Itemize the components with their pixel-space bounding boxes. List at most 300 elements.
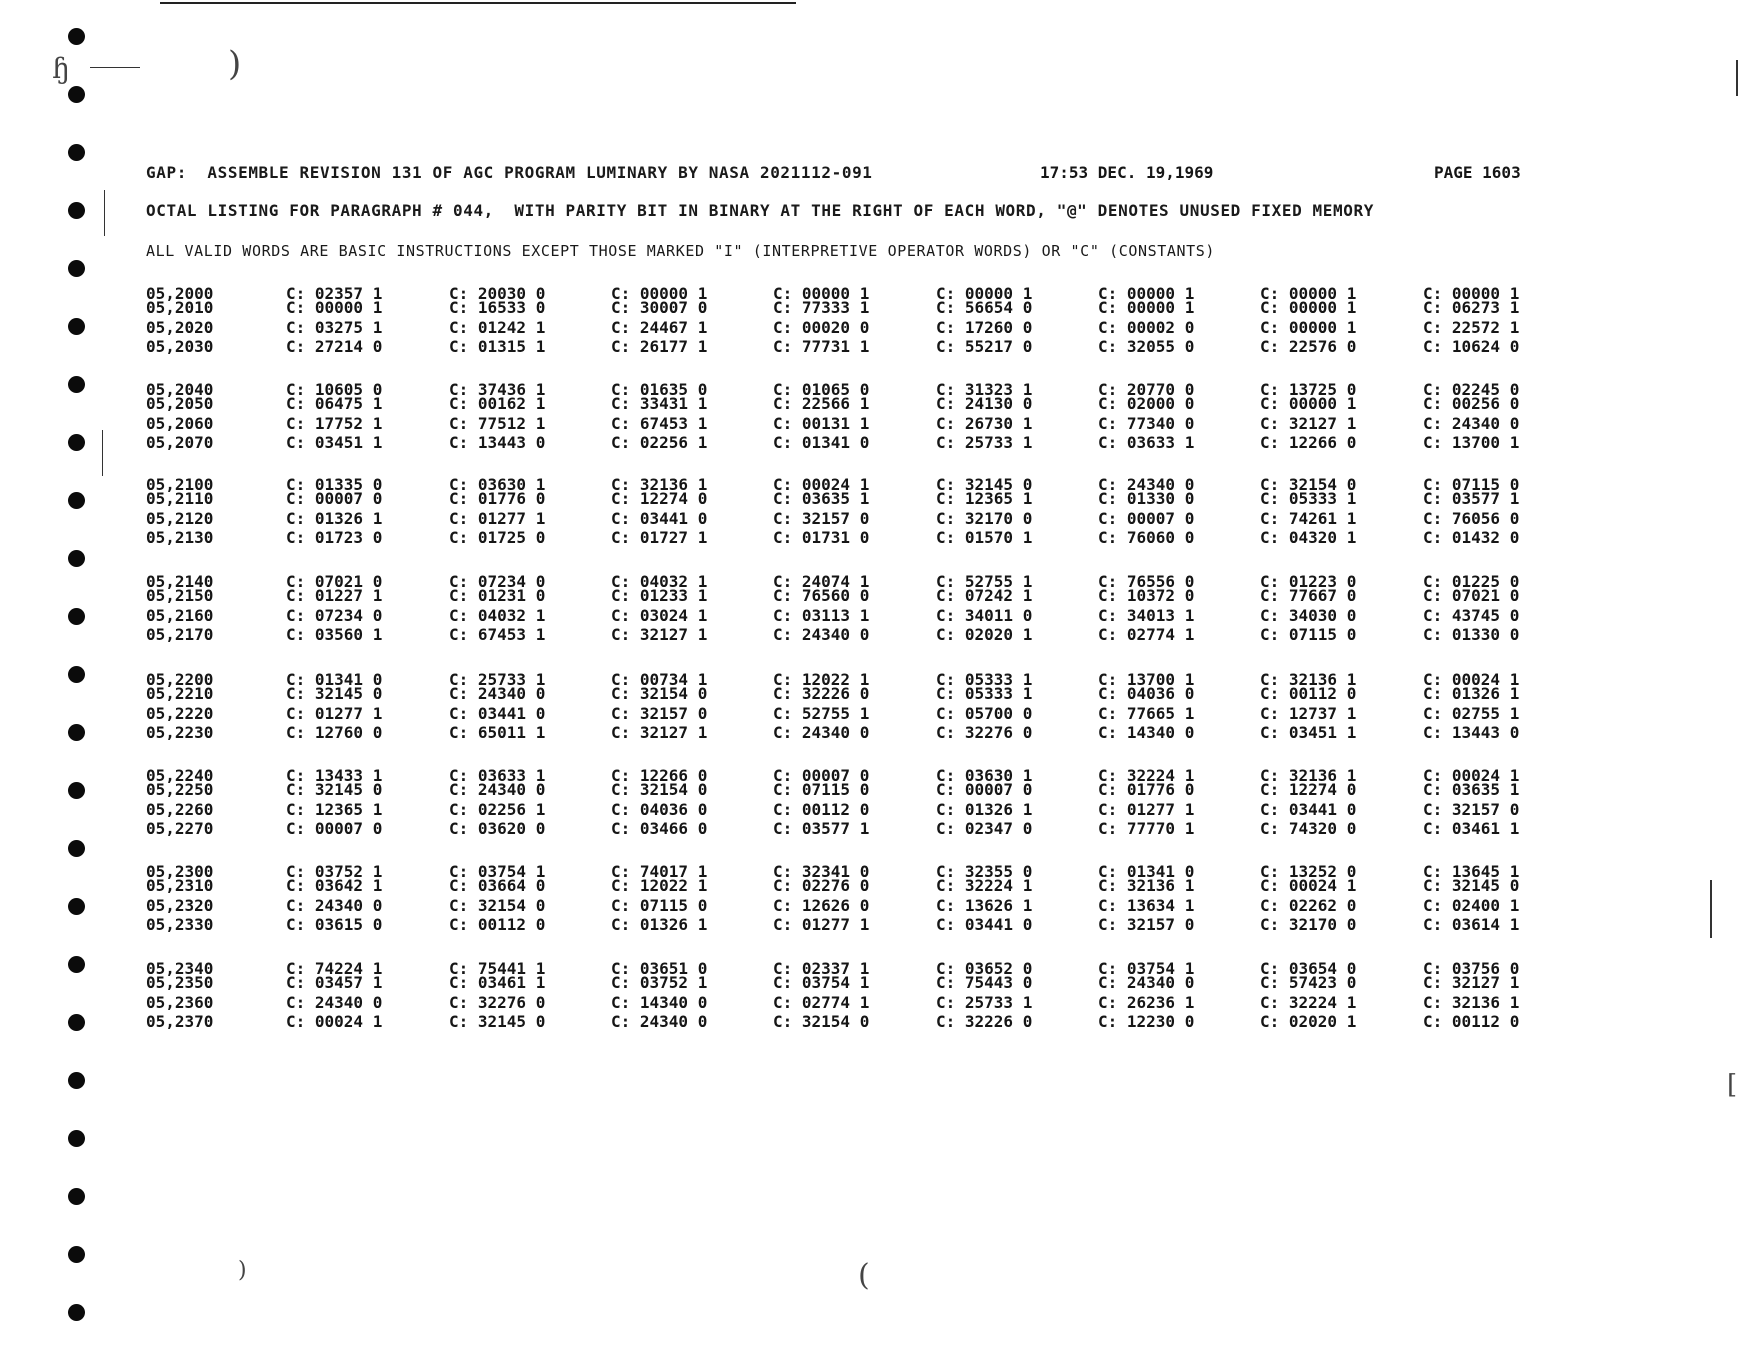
- octal-word: C: 22572 1: [1423, 318, 1520, 337]
- octal-word: C: 32157 0: [1098, 915, 1195, 934]
- octal-word: C: 34013 1: [1098, 606, 1195, 625]
- octal-word: C: 32157 0: [611, 704, 708, 723]
- octal-word: C: 00162 1: [449, 394, 546, 413]
- octal-word: C: 03630 1: [449, 475, 546, 494]
- punch-hole: [68, 86, 85, 103]
- octal-word: C: 03451 1: [1260, 723, 1357, 742]
- octal-word: C: 75443 0: [936, 973, 1033, 992]
- punch-hole: [68, 1072, 85, 1089]
- row-address: 05,2340: [146, 959, 214, 978]
- octal-word: C: 32170 0: [1260, 915, 1357, 934]
- octal-word: C: 00002 0: [1098, 318, 1195, 337]
- octal-word: C: 00000 1: [1260, 298, 1357, 317]
- punch-hole: [68, 318, 85, 335]
- punch-hole: [68, 1246, 85, 1263]
- margin-scribble: (: [858, 1258, 870, 1293]
- punch-hole: [68, 434, 85, 451]
- octal-word: C: 03620 0: [449, 819, 546, 838]
- octal-word: C: 25733 1: [936, 993, 1033, 1012]
- octal-word: C: 13700 1: [1098, 670, 1195, 689]
- punch-hole: [68, 376, 85, 393]
- octal-word: C: 02774 1: [1098, 625, 1195, 644]
- octal-word: C: 14340 0: [611, 993, 708, 1012]
- octal-word: C: 07115 0: [773, 780, 870, 799]
- octal-word: C: 07234 0: [449, 572, 546, 591]
- octal-word: C: 02256 1: [611, 433, 708, 452]
- octal-word: C: 03275 1: [286, 318, 383, 337]
- row-address: 05,2210: [146, 684, 214, 703]
- octal-word: C: 13433 1: [286, 766, 383, 785]
- octal-word: C: 13443 0: [1423, 723, 1520, 742]
- octal-word: C: 77731 1: [773, 337, 870, 356]
- listing-note: ALL VALID WORDS ARE BASIC INSTRUCTIONS EXCEPT THOSE MARKED "I" (INTERPRETIVE OPERATOR WORDS) OR "C" (CONSTANTS): [146, 242, 1216, 260]
- octal-word: C: 00112 0: [773, 800, 870, 819]
- octal-word: C: 33431 1: [611, 394, 708, 413]
- row-address: 05,2320: [146, 896, 214, 915]
- octal-word: C: 32145 0: [1423, 876, 1520, 895]
- octal-word: C: 03577 1: [1423, 489, 1520, 508]
- octal-word: C: 00112 0: [1423, 1012, 1520, 1031]
- octal-word: C: 00007 0: [1098, 509, 1195, 528]
- octal-word: C: 02000 0: [1098, 394, 1195, 413]
- octal-word: C: 22576 0: [1260, 337, 1357, 356]
- octal-word: C: 32136 1: [1423, 993, 1520, 1012]
- octal-word: C: 01223 0: [1260, 572, 1357, 591]
- top-rule: [160, 2, 796, 4]
- octal-word: C: 00000 1: [1098, 284, 1195, 303]
- punch-hole: [68, 144, 85, 161]
- octal-word: C: 24340 0: [1423, 414, 1520, 433]
- octal-word: C: 00000 1: [773, 284, 870, 303]
- octal-word: C: 00112 0: [1260, 684, 1357, 703]
- punch-hole: [68, 28, 85, 45]
- octal-word: C: 24340 0: [286, 993, 383, 1012]
- octal-word: C: 12737 1: [1260, 704, 1357, 723]
- octal-word: C: 32276 0: [449, 993, 546, 1012]
- octal-word: C: 32154 0: [1260, 475, 1357, 494]
- octal-word: C: 02020 1: [1260, 1012, 1357, 1031]
- octal-word: C: 67453 1: [449, 625, 546, 644]
- octal-word: C: 32136 1: [1260, 670, 1357, 689]
- margin-mark: [1710, 880, 1712, 938]
- octal-word: C: 17260 0: [936, 318, 1033, 337]
- octal-word: C: 05333 1: [936, 684, 1033, 703]
- octal-word: C: 01570 1: [936, 528, 1033, 547]
- octal-word: C: 32224 1: [1260, 993, 1357, 1012]
- row-address: 05,2230: [146, 723, 214, 742]
- octal-word: C: 77667 0: [1260, 586, 1357, 605]
- octal-word: C: 01242 1: [449, 318, 546, 337]
- octal-word: C: 10372 0: [1098, 586, 1195, 605]
- octal-word: C: 12266 0: [611, 766, 708, 785]
- octal-word: C: 03451 1: [286, 433, 383, 452]
- margin-scribble: [: [1727, 1070, 1738, 1100]
- octal-word: C: 03664 0: [449, 876, 546, 895]
- octal-word: C: 00024 1: [1423, 766, 1520, 785]
- octal-word: C: 32154 0: [449, 896, 546, 915]
- octal-word: C: 03752 1: [286, 862, 383, 881]
- row-address: 05,2060: [146, 414, 214, 433]
- octal-word: C: 52755 1: [773, 704, 870, 723]
- octal-word: C: 30007 0: [611, 298, 708, 317]
- octal-word: C: 07242 1: [936, 586, 1033, 605]
- listing-subtitle: OCTAL LISTING FOR PARAGRAPH # 044, WITH PARITY BIT IN BINARY AT THE RIGHT OF EACH WORD, "@" DENOTES UNUSED FIXED MEMORY: [146, 201, 1374, 220]
- octal-word: C: 77333 1: [773, 298, 870, 317]
- octal-word: C: 07115 0: [611, 896, 708, 915]
- octal-word: C: 24340 0: [1098, 973, 1195, 992]
- page-number: PAGE 1603: [1434, 163, 1521, 182]
- octal-word: C: 34011 0: [936, 606, 1033, 625]
- octal-word: C: 12274 0: [1260, 780, 1357, 799]
- octal-word: C: 01776 0: [1098, 780, 1195, 799]
- octal-word: C: 07115 0: [1423, 475, 1520, 494]
- octal-word: C: 20030 0: [449, 284, 546, 303]
- octal-word: C: 01341 0: [773, 433, 870, 452]
- octal-word: C: 00000 1: [936, 284, 1033, 303]
- row-address: 05,2330: [146, 915, 214, 934]
- row-address: 05,2270: [146, 819, 214, 838]
- octal-word: C: 01635 0: [611, 380, 708, 399]
- row-address: 05,2130: [146, 528, 214, 547]
- octal-word: C: 12266 0: [1260, 433, 1357, 452]
- octal-word: C: 77340 0: [1098, 414, 1195, 433]
- octal-word: C: 24340 0: [449, 684, 546, 703]
- octal-word: C: 03630 1: [936, 766, 1033, 785]
- octal-word: C: 76056 0: [1423, 509, 1520, 528]
- row-address: 05,2350: [146, 973, 214, 992]
- octal-word: C: 24340 0: [1098, 475, 1195, 494]
- octal-word: C: 01341 0: [286, 670, 383, 689]
- octal-word: C: 12626 0: [773, 896, 870, 915]
- octal-word: C: 32341 0: [773, 862, 870, 881]
- octal-word: C: 26236 1: [1098, 993, 1195, 1012]
- octal-word: C: 00000 1: [1098, 298, 1195, 317]
- octal-word: C: 03652 0: [936, 959, 1033, 978]
- row-address: 05,2010: [146, 298, 214, 317]
- octal-word: C: 32224 1: [936, 876, 1033, 895]
- octal-word: C: 02357 1: [286, 284, 383, 303]
- octal-word: C: 24130 0: [936, 394, 1033, 413]
- octal-word: C: 03754 1: [773, 973, 870, 992]
- octal-word: C: 01727 1: [611, 528, 708, 547]
- octal-word: C: 13725 0: [1260, 380, 1357, 399]
- octal-word: C: 00007 0: [936, 780, 1033, 799]
- octal-word: C: 00112 0: [449, 915, 546, 934]
- octal-word: C: 24340 0: [286, 896, 383, 915]
- row-address: 05,2050: [146, 394, 214, 413]
- octal-word: C: 32127 1: [1260, 414, 1357, 433]
- octal-word: C: 02276 0: [773, 876, 870, 895]
- octal-word: C: 03457 1: [286, 973, 383, 992]
- octal-word: C: 00734 1: [611, 670, 708, 689]
- octal-word: C: 02337 1: [773, 959, 870, 978]
- octal-word: C: 24340 0: [449, 780, 546, 799]
- octal-word: C: 65011 1: [449, 723, 546, 742]
- punch-hole: [68, 492, 85, 509]
- octal-word: C: 03654 0: [1260, 959, 1357, 978]
- octal-word: C: 03633 1: [1098, 433, 1195, 452]
- octal-word: C: 03441 0: [936, 915, 1033, 934]
- row-address: 05,2170: [146, 625, 214, 644]
- octal-word: C: 74261 1: [1260, 509, 1357, 528]
- octal-word: C: 32157 0: [773, 509, 870, 528]
- octal-word: C: 01330 0: [1423, 625, 1520, 644]
- octal-word: C: 01326 1: [936, 800, 1033, 819]
- octal-word: C: 32154 0: [611, 780, 708, 799]
- octal-word: C: 01225 0: [1423, 572, 1520, 591]
- octal-word: C: 01277 1: [286, 704, 383, 723]
- timestamp: 17:53 DEC. 19,1969: [1040, 163, 1214, 182]
- octal-word: C: 32127 1: [1423, 973, 1520, 992]
- octal-word: C: 05700 0: [936, 704, 1033, 723]
- octal-word: C: 01432 0: [1423, 528, 1520, 547]
- octal-word: C: 02400 1: [1423, 896, 1520, 915]
- punch-hole: [68, 956, 85, 973]
- octal-word: C: 01277 1: [449, 509, 546, 528]
- punch-hole: [68, 666, 85, 683]
- octal-word: C: 31323 1: [936, 380, 1033, 399]
- octal-word: C: 01731 0: [773, 528, 870, 547]
- margin-mark: [102, 430, 103, 476]
- octal-word: C: 12230 0: [1098, 1012, 1195, 1031]
- octal-word: C: 05333 1: [936, 670, 1033, 689]
- punch-hole: [68, 550, 85, 567]
- margin-scribble: ): [228, 44, 242, 84]
- octal-word: C: 32226 0: [936, 1012, 1033, 1031]
- octal-word: C: 32127 1: [611, 625, 708, 644]
- octal-word: C: 00024 1: [1260, 876, 1357, 895]
- octal-word: C: 32145 0: [286, 780, 383, 799]
- octal-word: C: 03635 1: [1423, 780, 1520, 799]
- octal-word: C: 03461 1: [1423, 819, 1520, 838]
- octal-word: C: 01725 0: [449, 528, 546, 547]
- octal-word: C: 04036 0: [1098, 684, 1195, 703]
- octal-word: C: 34030 0: [1260, 606, 1357, 625]
- octal-word: C: 07021 0: [1423, 586, 1520, 605]
- row-address: 05,2030: [146, 337, 214, 356]
- octal-word: C: 02020 1: [936, 625, 1033, 644]
- octal-word: C: 00000 1: [286, 298, 383, 317]
- punch-hole: [68, 724, 85, 741]
- octal-word: C: 37436 1: [449, 380, 546, 399]
- margin-scribble: ): [238, 1258, 247, 1283]
- punch-hole: [68, 840, 85, 857]
- row-address: 05,2370: [146, 1012, 214, 1031]
- octal-word: C: 57423 0: [1260, 973, 1357, 992]
- octal-word: C: 03635 1: [773, 489, 870, 508]
- margin-mark: [104, 190, 105, 236]
- octal-word: C: 00000 1: [1260, 318, 1357, 337]
- octal-word: C: 32276 0: [936, 723, 1033, 742]
- octal-word: C: 01776 0: [449, 489, 546, 508]
- punch-hole: [68, 1304, 85, 1321]
- octal-word: C: 12022 1: [611, 876, 708, 895]
- row-address: 05,2100: [146, 475, 214, 494]
- octal-word: C: 22566 1: [773, 394, 870, 413]
- octal-word: C: 32136 1: [611, 475, 708, 494]
- octal-word: C: 76060 0: [1098, 528, 1195, 547]
- octal-word: C: 24340 0: [611, 1012, 708, 1031]
- octal-word: C: 01233 1: [611, 586, 708, 605]
- octal-word: C: 01326 1: [611, 915, 708, 934]
- octal-word: C: 56654 0: [936, 298, 1033, 317]
- octal-word: C: 32224 1: [1098, 766, 1195, 785]
- octal-word: C: 03642 1: [286, 876, 383, 895]
- octal-word: C: 03560 1: [286, 625, 383, 644]
- octal-word: C: 01330 0: [1098, 489, 1195, 508]
- octal-word: C: 02245 0: [1423, 380, 1520, 399]
- octal-word: C: 43745 0: [1423, 606, 1520, 625]
- octal-word: C: 00256 0: [1423, 394, 1520, 413]
- octal-word: C: 00000 1: [1260, 394, 1357, 413]
- octal-word: C: 02256 1: [449, 800, 546, 819]
- octal-word: C: 00024 1: [286, 1012, 383, 1031]
- punch-hole: [68, 1188, 85, 1205]
- octal-word: C: 04032 1: [449, 606, 546, 625]
- row-address: 05,2110: [146, 489, 214, 508]
- octal-word: C: 12365 1: [936, 489, 1033, 508]
- octal-word: C: 14340 0: [1098, 723, 1195, 742]
- octal-word: C: 03441 0: [449, 704, 546, 723]
- octal-word: C: 10624 0: [1423, 337, 1520, 356]
- octal-word: C: 03752 1: [611, 973, 708, 992]
- octal-word: C: 32145 0: [936, 475, 1033, 494]
- punch-hole: [68, 608, 85, 625]
- margin-mark: [90, 67, 140, 68]
- octal-word: C: 03754 1: [449, 862, 546, 881]
- octal-word: C: 03441 0: [611, 509, 708, 528]
- octal-word: C: 03615 0: [286, 915, 383, 934]
- octal-word: C: 00007 0: [286, 489, 383, 508]
- octal-word: C: 01277 1: [773, 915, 870, 934]
- margin-scribble: ɧ: [52, 52, 71, 85]
- punch-hole: [68, 202, 85, 219]
- row-address: 05,2040: [146, 380, 214, 399]
- octal-word: C: 03633 1: [449, 766, 546, 785]
- row-address: 05,2120: [146, 509, 214, 528]
- row-address: 05,2160: [146, 606, 214, 625]
- octal-word: C: 12365 1: [286, 800, 383, 819]
- octal-word: C: 32170 0: [936, 509, 1033, 528]
- octal-word: C: 06273 1: [1423, 298, 1520, 317]
- octal-word: C: 24340 0: [773, 625, 870, 644]
- octal-word: C: 02347 0: [936, 819, 1033, 838]
- octal-word: C: 26177 1: [611, 337, 708, 356]
- octal-word: C: 02774 1: [773, 993, 870, 1012]
- row-address: 05,2150: [146, 586, 214, 605]
- octal-word: C: 16533 0: [449, 298, 546, 317]
- octal-word: C: 25733 1: [936, 433, 1033, 452]
- octal-word: C: 32145 0: [449, 1012, 546, 1031]
- octal-word: C: 13700 1: [1423, 433, 1520, 452]
- octal-word: C: 06475 1: [286, 394, 383, 413]
- punch-hole: [68, 782, 85, 799]
- octal-word: C: 26730 1: [936, 414, 1033, 433]
- octal-word: C: 03577 1: [773, 819, 870, 838]
- octal-word: C: 32226 0: [773, 684, 870, 703]
- row-address: 05,2020: [146, 318, 214, 337]
- octal-word: C: 01065 0: [773, 380, 870, 399]
- margin-mark: [1736, 60, 1738, 96]
- octal-word: C: 01277 1: [1098, 800, 1195, 819]
- octal-word: C: 02755 1: [1423, 704, 1520, 723]
- punch-hole: [68, 1014, 85, 1031]
- octal-word: C: 07115 0: [1260, 625, 1357, 644]
- listing-title: GAP: ASSEMBLE REVISION 131 OF AGC PROGRAM LUMINARY BY NASA 2021112-091: [146, 163, 873, 182]
- octal-word: C: 03461 1: [449, 973, 546, 992]
- octal-word: C: 00024 1: [773, 475, 870, 494]
- octal-word: C: 00024 1: [1423, 670, 1520, 689]
- octal-word: C: 03754 1: [1098, 959, 1195, 978]
- row-address: 05,2240: [146, 766, 214, 785]
- octal-word: C: 77770 1: [1098, 819, 1195, 838]
- punch-hole: [68, 260, 85, 277]
- octal-word: C: 24074 1: [773, 572, 870, 591]
- octal-word: C: 00000 1: [1260, 284, 1357, 303]
- octal-word: C: 13626 1: [936, 896, 1033, 915]
- octal-word: C: 03614 1: [1423, 915, 1520, 934]
- octal-word: C: 32157 0: [1423, 800, 1520, 819]
- row-address: 05,2250: [146, 780, 214, 799]
- octal-word: C: 03651 0: [611, 959, 708, 978]
- octal-word: C: 77512 1: [449, 414, 546, 433]
- octal-word: C: 32127 1: [611, 723, 708, 742]
- octal-word: C: 00007 0: [286, 819, 383, 838]
- octal-word: C: 32154 0: [611, 684, 708, 703]
- octal-word: C: 01227 1: [286, 586, 383, 605]
- octal-word: C: 01315 1: [449, 337, 546, 356]
- octal-word: C: 03113 1: [773, 606, 870, 625]
- octal-word: C: 01341 0: [1098, 862, 1195, 881]
- octal-word: C: 24467 1: [611, 318, 708, 337]
- octal-word: C: 25733 1: [449, 670, 546, 689]
- octal-word: C: 01326 1: [286, 509, 383, 528]
- row-address: 05,2310: [146, 876, 214, 895]
- octal-word: C: 13443 0: [449, 433, 546, 452]
- octal-word: C: 01231 0: [449, 586, 546, 605]
- octal-word: C: 01723 0: [286, 528, 383, 547]
- octal-word: C: 32154 0: [773, 1012, 870, 1031]
- octal-word: C: 03466 0: [611, 819, 708, 838]
- octal-word: C: 74320 0: [1260, 819, 1357, 838]
- row-address: 05,2200: [146, 670, 214, 689]
- octal-word: C: 07021 0: [286, 572, 383, 591]
- octal-word: C: 24340 0: [773, 723, 870, 742]
- octal-word: C: 12274 0: [611, 489, 708, 508]
- octal-word: C: 75441 1: [449, 959, 546, 978]
- octal-word: C: 13645 1: [1423, 862, 1520, 881]
- octal-word: C: 04032 1: [611, 572, 708, 591]
- octal-word: C: 77665 1: [1098, 704, 1195, 723]
- octal-word: C: 05333 1: [1260, 489, 1357, 508]
- row-address: 05,2000: [146, 284, 214, 303]
- octal-word: C: 20770 0: [1098, 380, 1195, 399]
- punch-hole: [68, 898, 85, 915]
- octal-word: C: 10605 0: [286, 380, 383, 399]
- octal-word: C: 04036 0: [611, 800, 708, 819]
- row-address: 05,2070: [146, 433, 214, 452]
- octal-word: C: 74224 1: [286, 959, 383, 978]
- row-address: 05,2300: [146, 862, 214, 881]
- octal-word: C: 03024 1: [611, 606, 708, 625]
- octal-word: C: 76560 0: [773, 586, 870, 605]
- octal-word: C: 00020 0: [773, 318, 870, 337]
- octal-word: C: 32355 0: [936, 862, 1033, 881]
- octal-word: C: 01326 1: [1423, 684, 1520, 703]
- octal-word: C: 52755 1: [936, 572, 1033, 591]
- octal-word: C: 17752 1: [286, 414, 383, 433]
- octal-word: C: 12760 0: [286, 723, 383, 742]
